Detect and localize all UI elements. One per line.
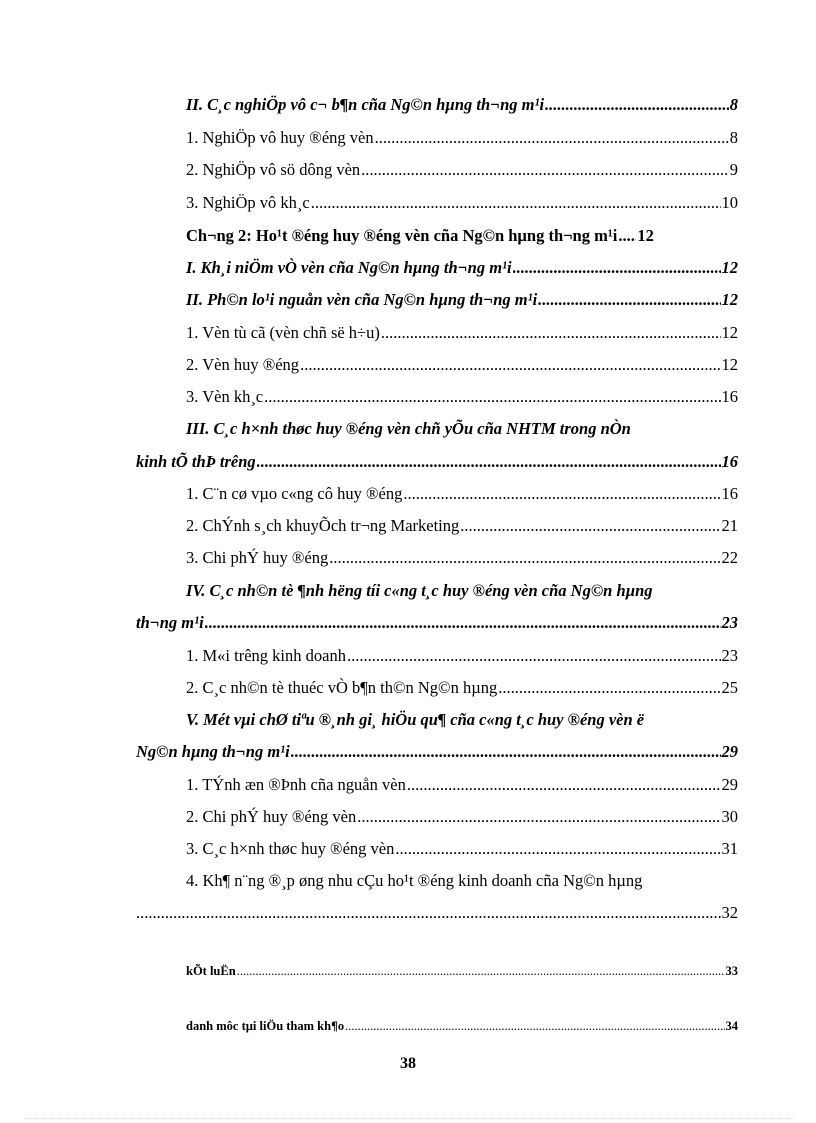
toc-leader <box>205 612 721 634</box>
toc-entry-page: 34 <box>725 1019 738 1033</box>
toc-entry-page: 12 <box>721 355 738 374</box>
toc-entry-text: danh môc tµi liÖu tham kh¶o <box>186 1019 345 1033</box>
toc-entry <box>136 838 738 860</box>
toc-entry-first-line <box>136 709 738 731</box>
toc-leader <box>407 774 721 796</box>
page-number: 38 <box>400 1055 416 1072</box>
toc-entry <box>136 322 738 344</box>
toc-entry-text: 3. NghiÖp vô kh¸c <box>186 193 310 212</box>
page-divider <box>24 1118 794 1119</box>
toc-entry <box>136 774 738 796</box>
toc-leader <box>347 645 721 667</box>
toc-entry <box>136 483 738 505</box>
toc-entry <box>136 94 738 116</box>
toc-leader <box>300 354 720 376</box>
toc-entry <box>136 1015 738 1037</box>
toc-entry-text: 2. Vèn huy ®éng <box>186 355 300 374</box>
toc-entry-text: I. Kh¸i niÖm vÒ vèn cña Ng©n hµng th¬ng m¹i <box>186 258 512 277</box>
toc-entry-text: 2. C¸c nh©n tè thuéc vÒ b¶n th©n Ng©n hµng <box>186 678 498 697</box>
toc-leader <box>498 677 720 699</box>
toc-entry-page: 25 <box>721 678 738 697</box>
toc-entry-first-line <box>136 870 738 892</box>
toc-entry-page: 16 <box>721 452 738 471</box>
toc-leader <box>357 806 720 828</box>
toc-entry-text: Ch¬ng 2: Ho¹t ®éng huy ®éng vèn cña Ng©n hµng th¬ng m¹i <box>186 226 618 245</box>
toc-entry-text: kÕt luËn <box>186 964 236 978</box>
toc-entry-text: 2. ChÝnh s¸ch khuyÕch tr¬ng Marketing <box>186 516 460 535</box>
toc-entry <box>136 806 738 828</box>
toc-leader <box>257 451 721 473</box>
toc-entry <box>136 677 738 699</box>
toc-entry-text: II. C¸c nghiÖp vô c¬ b¶n cña Ng©n hµng th¬ng m¹i <box>186 95 545 114</box>
toc-entry <box>136 386 738 408</box>
toc-entry-page: 29 <box>721 775 738 794</box>
toc-entry <box>136 257 738 279</box>
toc-leader <box>513 257 721 279</box>
toc-entry <box>136 645 738 667</box>
toc-leader <box>237 960 725 982</box>
toc-entry-text: 3. C¸c h×nh thøc huy ®éng vèn <box>186 839 395 858</box>
toc-entry-text: th¬ng m¹i <box>136 613 204 632</box>
toc-entry-text: Ng©n hµng th¬ng m¹i <box>136 742 290 761</box>
toc-leader <box>264 386 720 408</box>
toc-entry-page: 8 <box>729 128 738 147</box>
toc-entry-page: 12 <box>721 290 738 309</box>
toc-leader <box>345 1015 724 1037</box>
toc-entry-text: 1. M«i trêng kinh doanh <box>186 646 346 665</box>
toc-entry-page: 9 <box>729 160 738 179</box>
toc-entry-text: 2. Chi phÝ huy ®éng vèn <box>186 807 357 826</box>
toc-entry <box>136 451 738 473</box>
toc-leader <box>618 225 636 247</box>
toc-entry <box>136 515 738 537</box>
toc-entry <box>136 547 738 569</box>
toc-leader <box>460 515 720 537</box>
toc-entry-first-line <box>136 580 738 602</box>
toc-leader <box>291 741 721 763</box>
toc-entry-page: 23 <box>721 646 738 665</box>
toc-entry-page: 32 <box>721 903 738 922</box>
toc-leader <box>361 159 729 181</box>
toc-leader <box>395 838 720 860</box>
toc-leader <box>381 322 721 344</box>
toc-entry-text: IV. C¸c nh©n tè ¶nh hëng tíi c«ng t¸c huy ®éng vèn cña Ng©n hµng <box>186 581 653 600</box>
toc-entry <box>136 159 738 181</box>
toc-entry-page: 31 <box>721 839 738 858</box>
toc-entry-page: 29 <box>721 742 738 761</box>
toc-entry-page: 12 <box>721 323 738 342</box>
toc-entry <box>136 741 738 763</box>
toc-entry-page: 30 <box>721 807 738 826</box>
toc-entry <box>136 960 738 982</box>
toc-entry-page: 23 <box>721 613 738 632</box>
toc-entry-text: II. Ph©n lo¹i nguån vèn cña Ng©n hµng th¬ng m¹i <box>186 290 538 309</box>
toc-entry-text: V. Mét vµi chØ tiªu ®¸nh gi¸ hiÖu qu¶ cña c«ng t¸c huy ®éng vèn ë <box>186 710 645 729</box>
toc-entry <box>136 127 738 149</box>
toc-entry-text: 1. TÝnh æn ®Þnh cña nguån vèn <box>186 775 406 794</box>
toc-entry-text: 3. Chi phÝ huy ®éng <box>186 548 329 567</box>
toc-entry-text: III. C¸c h×nh thøc huy ®éng vèn chñ yÕu cña NHTM trong nÒn <box>186 419 631 438</box>
toc-entry-text: 1. Vèn tù cã (vèn chñ së h÷u) <box>186 323 380 342</box>
toc-entry-page: 16 <box>721 484 738 503</box>
toc-leader <box>375 127 729 149</box>
toc-entry-text: 1. NghiÖp vô huy ®éng vèn <box>186 128 374 147</box>
toc-entry-page: 16 <box>721 387 738 406</box>
toc-entry-text: 3. Vèn kh¸c <box>186 387 264 406</box>
toc-leader <box>311 192 721 214</box>
toc-entry <box>136 354 738 376</box>
toc-leader <box>545 94 729 116</box>
toc-leader <box>403 483 720 505</box>
toc-entry <box>136 612 738 634</box>
toc-entry-page: 21 <box>721 516 738 535</box>
toc-leader <box>136 902 721 924</box>
toc-entry-text: 1. C¨n cø vµo c«ng cô huy ®éng <box>186 484 403 503</box>
toc-entry-text: kinh tÕ thÞ trêng <box>136 452 256 471</box>
toc-entry <box>136 289 738 311</box>
toc-entry-page: 33 <box>725 964 738 978</box>
toc-entry-text: 4. Kh¶ n¨ng ®¸p øng nhu cÇu ho¹t ®éng kinh doanh cña Ng©n hµng <box>186 871 643 890</box>
toc-entry-page: 10 <box>721 193 738 212</box>
toc-entry <box>136 192 738 214</box>
toc-entry-page: 12 <box>721 258 738 277</box>
toc-entry-text: 2. NghiÖp vô sö dông vèn <box>186 160 361 179</box>
toc-leader <box>538 289 720 311</box>
toc-leader <box>329 547 720 569</box>
toc-chapter-entry <box>186 225 728 247</box>
toc-entry-page: 12 <box>637 226 654 245</box>
toc-entry-page: 8 <box>729 95 738 114</box>
toc-entry-first-line <box>136 418 738 440</box>
toc-entry-page: 22 <box>721 548 738 567</box>
toc-entry <box>136 902 738 924</box>
